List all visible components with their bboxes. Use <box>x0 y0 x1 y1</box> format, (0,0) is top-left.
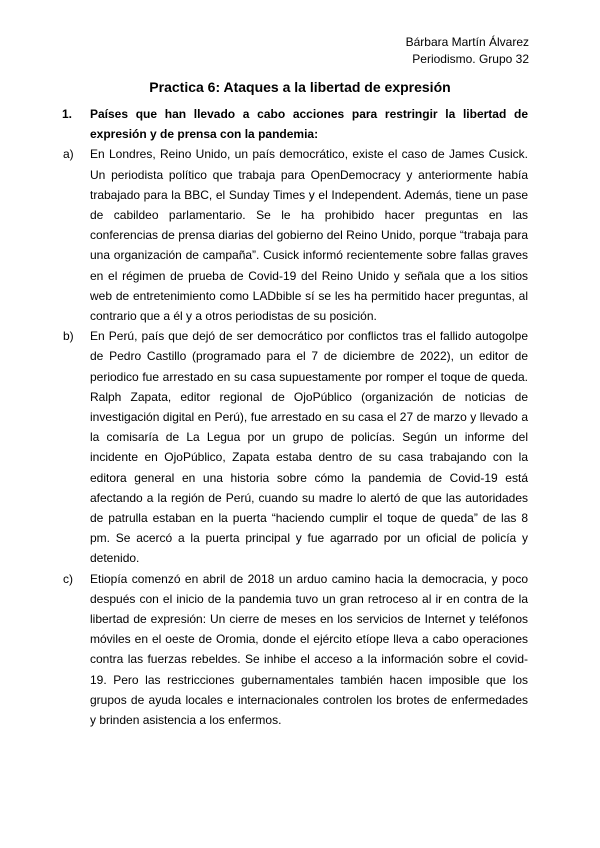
page-title: Practica 6: Ataques a la libertad de expresión <box>149 79 451 95</box>
list-marker: c) <box>63 571 73 586</box>
list-marker: b) <box>63 329 74 344</box>
list-item-text: En Perú, país que dejó de ser democrático por conflictos tras el fallido autogolpe de Pedro Castillo (programado para el 7 de diciembre de 2022), un editor de periodico fue arrestado en su casa supuestamente por romper el toque de queda. Ralph Zapata, editor regional de OjoPúblico (organización de noticias de investigación digital en Perú), fue arrestado en su casa el 27 de marzo y llevado a la comisaría de La Legua por un grupo de policías. Según un informe del incidente en OjoPúblico, Zapata estaba dentro de su casa trabajando con la editora general en una historia sobre cómo la pandemia de Covid-19 está afectando a la región de Perú, cuando su madre lo alertó de que las autoridades de patrulla estaban en la puerta “haciendo cumplir el toque de queda” de las 8 pm. Se acercó a la puerta principal y fue agarrado por un oficial de policía y detenido. <box>90 329 528 566</box>
section-heading-text: Países que han llevado a cabo acciones para restringir la libertad de expresión y de prensa con la pandemia: <box>90 107 528 142</box>
course-group: Periodismo. Grupo 32 <box>412 52 529 66</box>
section-heading <box>60 104 528 144</box>
list-item-text: En Londres, Reino Unido, un país democrático, existe el caso de James Cusick. Un periodista político que trabaja para OpenDemocracy y anteriormente había trabajado para la BBC, el Sunday Times y el Independent. Además, tiene un pase de cabildeo parlamentario. Se le ha prohibido hacer preguntas en las conferencias de prensa diarias del gobierno del Reino Unido, porque “trabaja para una organización de campaña”. Cusick informó recientemente sobre fallas graves en el régimen de prueba de Covid-19 del Reino Unido y señala que a los sitios web de entretenimiento como LADbible sí se les ha permitido hacer preguntas, al contrario que a él y a otros periodistas de su posición. <box>90 147 528 324</box>
list-item-text: Etiopía comenzó en abril de 2018 un arduo camino hacia la democracia, y poco después con el inicio de la pandemia tuvo un gran retroceso al ir en contra de la libertad de expresión: Un cierre de meses en los servicios de Internet y teléfonos móviles en el oeste de Oromia, donde el ejército etíope lleva a cabo operaciones contra las fuerzas rebeldes. Se inhibe el acceso a la información sobre el covid-19. Pero las restricciones gubernamentales también hacen imposible que los grupos de ayuda locales e internacionales controlen los brotes de enfermedades y brinden asistencia a los enfermos. <box>90 571 528 728</box>
list-item-a <box>63 144 528 326</box>
list-marker: a) <box>63 147 74 162</box>
section-number: 1. <box>62 107 73 121</box>
list-item-c <box>63 569 528 731</box>
document-body <box>62 104 528 730</box>
author-header <box>406 34 529 68</box>
author-name: Bárbara Martín Álvarez <box>405 35 529 49</box>
list-item-b <box>63 326 528 568</box>
